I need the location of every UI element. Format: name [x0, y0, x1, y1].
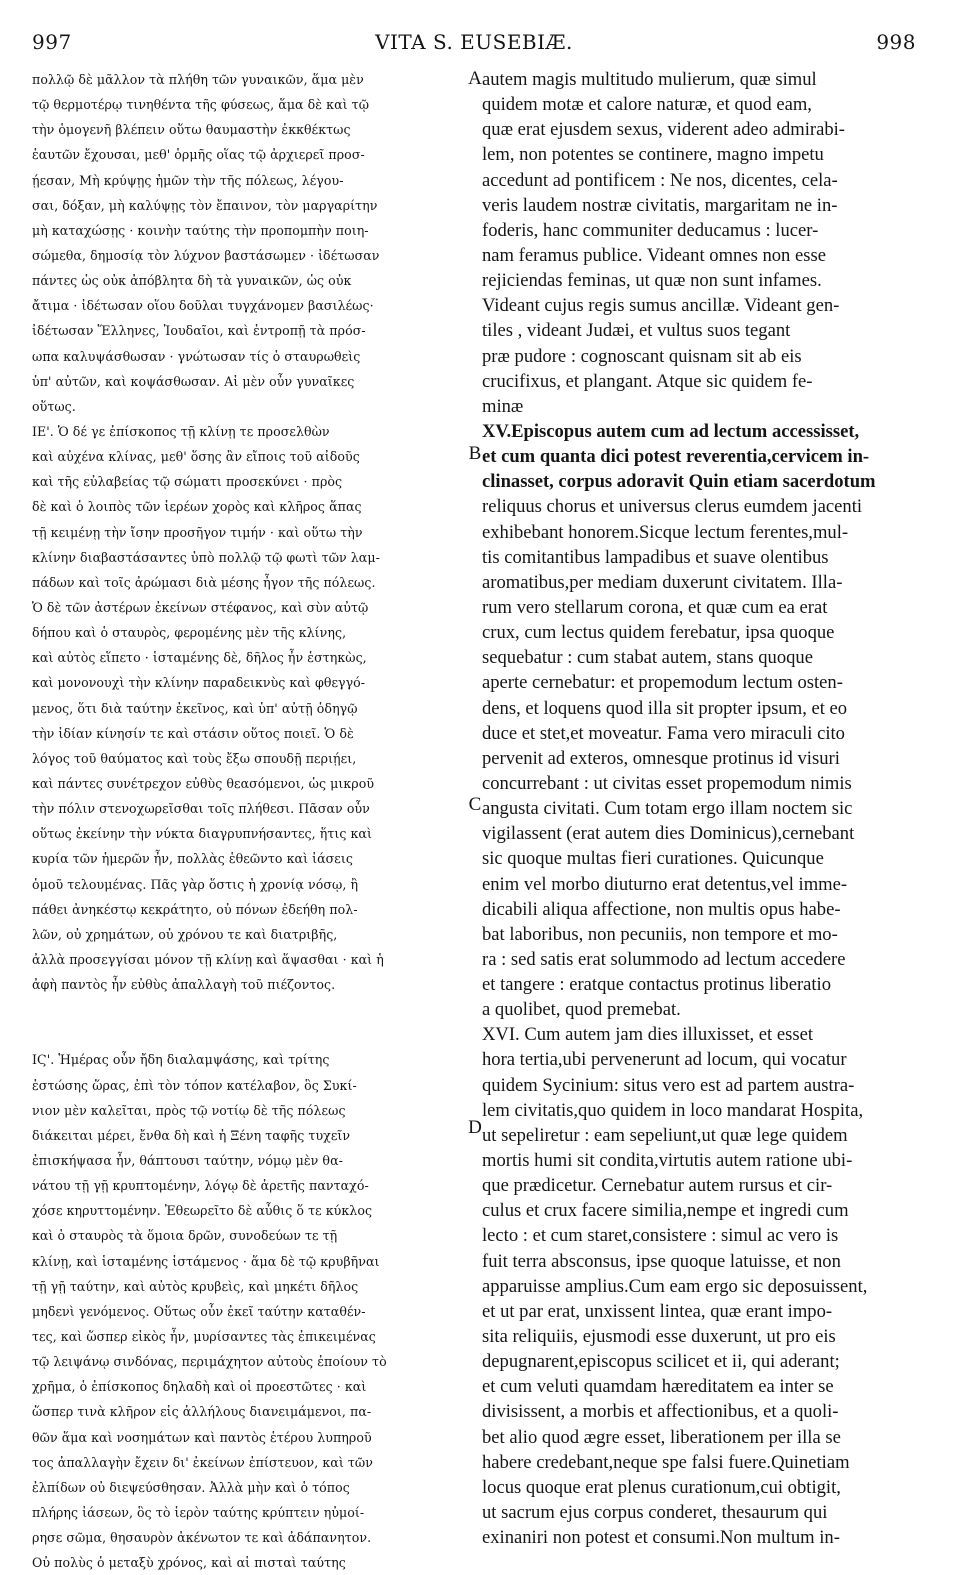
latin-text-line: culus et crux facere similia,nempe et ingredi cum: [482, 1200, 849, 1222]
latin-text-line: XV.Episcopus autem cum ad lectum accessisset,: [482, 420, 860, 442]
latin-text-line: XVI. Cum autem jam dies illuxisset, et esset: [482, 1024, 814, 1046]
greek-text-line: πάθει ἀνηκέστῳ κεκράτητο, οὐ πόνων ἐδεήθη πολ-: [32, 901, 358, 917]
running-title: VITA S. EUSEBIÆ.: [375, 30, 573, 54]
greek-text-line: κλίνην διαβαστάσαντες ὑπὸ πολλῷ τῷ φωτὶ τῶν λαμ-: [32, 549, 380, 565]
latin-text-line: mortis humi sit condita,virtutis autem ratione ubi-: [482, 1150, 853, 1172]
greek-text-line: καὶ αὐχένα κλίνας, μεθ' ὅσης ἂν εἴποις τοῦ αἰδοῦς: [32, 449, 360, 465]
greek-text-line: κυρία τῶν ἡμερῶν ἦν, πολλὰς ἑθεῶντο καὶ ἰάσεις: [32, 851, 353, 867]
latin-text-line: quidem motæ et calore naturæ, et quod eam,: [482, 94, 812, 116]
latin-text-line: foderis, hanc communiter deducamus : lucer-: [482, 219, 819, 241]
greek-text-line: νιον μὲν καλεῖται, πρὸς τῷ νοτίῳ δὲ τῆς πόλεως: [32, 1102, 346, 1118]
latin-text-line: tiles , videant Judæi, et vultus suos tegant: [482, 320, 791, 342]
greek-text-line: ἀλλὰ προσεγγίσαι μόνον τῇ κλίνῃ καὶ ἅψασθαι · καὶ ἡ: [32, 951, 384, 967]
latin-text-line: apparuisse amplius.Cum eam ergo sic deposuissent,: [482, 1275, 868, 1297]
greek-text-line: τος ἀπαλλαγὴν ἔχειν δι' ἐκείνων ἐπίστευον, καὶ τῶν: [32, 1454, 373, 1470]
latin-text-line: veris laudem nostræ civitatis, margaritam ne in-: [482, 194, 838, 216]
latin-text-line: clinasset, corpus adoravit Quin etiam sacerdotum: [482, 471, 876, 493]
latin-text-line: aperte cernebatur: et propemodum lectum osten-: [482, 672, 843, 694]
latin-text-line: ut sacrum ejus corpus conderet, thesaurum qui: [482, 1502, 828, 1524]
greek-text-line: κλίνῃ, καὶ ἱσταμένης ἱστάμενος · ἅμα δὲ τῷ κρυβῆναι: [32, 1253, 380, 1269]
greek-text-line: ἀφὴ παντὸς ἦν εὐθὺς ἀπαλλαγὴ τοῦ πιέζοντος.: [32, 977, 336, 993]
greek-text-line: πάντες ὡς οὐκ ἀπόβλητα δὴ τὰ γυναικῶν, ὡς οὐκ: [32, 273, 352, 289]
greek-text-line: ὥσπερ τινὰ κλῆρον εἰς ἀλλήλους διανειμάμενοι, πα-: [32, 1404, 372, 1420]
greek-text-line: τῷ θερμοτέρῳ τινηθέντα τῆς φύσεως, ἅμα δὲ καὶ τῷ: [32, 97, 370, 113]
greek-text-line: τῇ κειμένῃ τὴν ἴσην προσῆγον τιμήν · καὶ οὕτω τὴν: [32, 524, 363, 540]
latin-text-line: enim vel morbo diuturno erat detentus,vel imme-: [482, 873, 848, 895]
greek-text-line: χόσε κηρυττομένην. Ἐθεωρεῖτο δὲ αὖθις ὅ τε κύκλος: [32, 1203, 373, 1219]
greek-text-line: τῷ λειψάνῳ σινδόνας, περιμάχητον αὐτοὺς ἐποίουν τὸ: [32, 1354, 387, 1370]
page-number-right: 998: [876, 30, 916, 54]
latin-text-line: exinaniri non potest et consumi.Non multum in-: [482, 1527, 840, 1549]
greek-text-line: ἑστώσης ὥρας, ἐπὶ τὸν τόπον κατέλαβον, ὃς Συκί-: [32, 1077, 357, 1093]
greek-text-line: ΙΕ'. Ὁ δέ γε ἐπίσκοπος τῇ κλίνῃ τε προσελθὼν: [32, 423, 330, 439]
latin-text-line: et cum veluti quamdam hæreditatem ea inter se: [482, 1376, 834, 1398]
greek-text-line: οὕτως ἐκείνην τὴν νύκτα διαγρυπνήσαντες, ἥτις καὶ: [32, 826, 372, 842]
page-number-left: 997: [32, 30, 72, 54]
latin-text-line: duce et stet,et moveatur. Fama vero miraculi cito: [482, 722, 845, 744]
latin-text-line: fuit terra absconsus, ipse quoque latuisse, et non: [482, 1250, 841, 1272]
greek-text-line: ὑπ' αὐτῶν, καὶ κοψάσθωσαν. Αἱ μὲν οὖν γυναῖκες: [32, 373, 355, 389]
greek-text-line: καὶ τῆς εὐλαβείας τῷ σώματι προσεκύνει · πρὸς: [32, 474, 343, 490]
page-header: [32, 30, 916, 60]
greek-text-line: ὁμοῦ τελουμένας. Πᾶς γὰρ ὅστις ἡ χρονίᾳ νόσῳ, ἢ: [32, 876, 359, 892]
latin-text-line: Videant cujus regis sumus ancillæ. Videant gen-: [482, 295, 840, 317]
latin-text-line: sic quoque multas fieri curationes. Quicunque: [482, 848, 824, 870]
latin-column: [482, 67, 918, 1550]
greek-text-line: τὴν πόλιν στενοχωρεῖσθαι τοῖς πλήθεσι. Πᾶσαν οὖν: [32, 801, 370, 817]
greek-text-line: Οὐ πολὺς ὁ μεταξὺ χρόνος, καὶ αἱ πισταὶ ταύτης: [32, 1555, 346, 1571]
latin-text-line: hora tertia,ubi pervenerunt ad locum, qui vocatur: [482, 1049, 847, 1071]
greek-text-line: μενος, ὅτι διὰ ταύτην ἐκεῖνος, καὶ ὑπ' αὐτῇ ὁδηγῷ: [32, 700, 358, 716]
latin-text-line: ut sepeliretur : eam sepeliunt,ut quæ lege quidem: [482, 1124, 848, 1146]
latin-text-line: rejiciendas feminas, ut quæ non sunt infames.: [482, 270, 822, 292]
latin-text-line: nam feramus publice. Videant omnes non esse: [482, 244, 826, 266]
greek-text-line: ἐλπίδων οὐ διεψεύσθησαν. Ἀλλὰ μὴν καὶ ὁ τόπος: [32, 1479, 350, 1495]
section-marker-d: D: [468, 1117, 482, 1138]
latin-text-line: a quolibet, quod premebat.: [482, 999, 681, 1021]
latin-text-line: rum vero stellarum corona, et quæ cum ea erat: [482, 596, 828, 618]
greek-text-line: τες, καὶ ὥσπερ εἰκὸς ἦν, μυρίσαντες τὰς ἐπικειμένας: [32, 1329, 376, 1345]
latin-text-line: autem magis multitudo mulierum, quæ simul: [482, 69, 817, 90]
greek-text-line: ωπα καλυψάσθωσαν · γνώτωσαν τίς ὁ σταυρωθεὶς: [32, 348, 361, 364]
latin-text-line: quidem Sycinium: situs vero est ad partem austra-: [482, 1074, 855, 1096]
greek-text-line: οὕτως.: [32, 398, 76, 414]
latin-text-line: ra : sed satis erat solummodo ad lectum accedere: [482, 948, 846, 970]
latin-text-line: bet alio quod ægre esset, liberationem per illa se: [482, 1426, 841, 1448]
latin-text-line: reliquus chorus et universus clerus eumdem jacenti: [482, 496, 863, 518]
latin-text-line: sequebatur : cum stabat autem, stans quoque: [482, 647, 813, 669]
latin-text-line: sita reliquiis, ejusmodi esse duxerunt, ut pro eis: [482, 1326, 836, 1348]
greek-text-line: πολλῷ δὲ μᾶλλον τὰ πλήθη τῶν γυναικῶν, ἅμα μὲν: [32, 72, 364, 87]
section-marker-c: C: [468, 794, 482, 815]
greek-text-line: τῇ γῇ ταύτην, καὶ αὐτὸς κρυβεὶς, καὶ μηκέτι δῆλος: [32, 1278, 359, 1294]
latin-text-line: dicabili aliqua affectione, non multis opus habe-: [482, 898, 841, 920]
greek-text-line: ἐπισκήψασα ἦν, θάπτουσι ταύτην, νόμῳ μὲν θα-: [32, 1153, 343, 1169]
latin-text-line: divisissent, a morbis et affectionibus, et a quoli-: [482, 1401, 839, 1423]
latin-text-line: et tangere : eratque contactus protinus liberatio: [482, 974, 832, 996]
greek-text-line: τὴν ὁμογενῆ βλέπειν οὕτω θαυμαστὴν ἐκκθέκτως: [32, 122, 351, 138]
latin-text-line: et ut par erat, unxissent lintea, quæ erant impo-: [482, 1300, 833, 1322]
greek-text-line: μὴ καταχώσῃς · κοινὴν ταύτης τὴν προπομπὴν ποιη-: [32, 222, 369, 238]
greek-text-line: χρῆμα, ὁ ἐπίσκοπος δηλαδὴ καὶ οἱ προεστῶτες · καὶ: [32, 1379, 367, 1395]
greek-text-line: ἰδέτωσαν Ἕλληνες, Ἰουδαῖοι, καὶ ἐντροπῇ τὰ πρόσ-: [32, 323, 366, 339]
latin-text-line: aromatibus,per mediam duxerunt civitatem. Illa-: [482, 571, 843, 593]
greek-text-line: πάδων καὶ τοῖς ἀρώμασι διὰ μέσης ἦγον τῆς πόλεως.: [32, 574, 376, 590]
greek-text-line: ΙϚ'. Ἡμέρας οὖν ἤδη διαλαμψάσης, καὶ τρίτης: [32, 1052, 330, 1068]
greek-text-line: καὶ ὁ σταυρὸς τὰ ὅμοια δρῶν, συνοδεύων τε τῇ: [32, 1228, 338, 1244]
latin-text-line: lem civitatis,quo quidem in loco mandarat Hospita,: [482, 1099, 864, 1121]
latin-text-line: habere credebant,neque spe falsi fuere.Quinetiam: [482, 1451, 850, 1473]
latin-text-line: depugnarent,episcopus scilicet et ii, qui aderant;: [482, 1351, 840, 1373]
greek-text-line: [32, 997, 472, 1022]
latin-text-line: bat laboribus, non pecuniis, non tempore et mo-: [482, 923, 838, 945]
greek-text-line: πλήρης ἰάσεων, ὃς τὸ ἱερὸν ταύτης κρύπτειν ηὐμοί-: [32, 1505, 365, 1521]
latin-text-line: tis comitantibus lampadibus et suave olentibus: [482, 546, 829, 568]
latin-text-line: pervenit ad exteros, omnesque protinus id visuri: [482, 747, 840, 769]
greek-text-line: δήπου καὶ ὁ σταυρὸς, φερομένης μὲν τῆς κλίνης,: [32, 625, 347, 641]
greek-text-line: ἑαυτῶν ἔχουσαι, μεθ' ὁρμῆς οἵας τῷ ἀρχιερεῖ προσ-: [32, 147, 365, 163]
latin-text-line: locus quoque erat plenus curationum,cui obtigit,: [482, 1476, 841, 1498]
section-marker-a: A: [468, 68, 482, 89]
greek-text-line: ῄεσαν, Μὴ κρύψῃς ἡμῶν τὴν τῆς πόλεως, λέγου-: [32, 172, 344, 188]
latin-text-line: vigilassent (erat autem dies Dominicus),cernebant: [482, 823, 855, 845]
greek-text-line: καὶ πάντες συνέτρεχον εὐθὺς θεασόμενοι, ὡς μικροῦ: [32, 775, 375, 791]
latin-text-line: angusta civitati. Cum totam ergo illam noctem sic: [482, 798, 853, 820]
greek-text-line: σαι, δόξαν, μὴ καλύψῃς τὸν ἔπαινον, τὸν μαργαρίτην: [32, 197, 378, 213]
greek-text-line: ἄτιμα · ἰδέτωσαν οἵου δοῦλαι τυγχάνομεν βασιλέως·: [32, 298, 374, 314]
greek-text-line: νάτου τῇ γῇ κρυπτομένην, λόγῳ δὲ ἀρετῆς πανταχό-: [32, 1178, 369, 1194]
greek-text-line: θῶν ἅμα καὶ νοσημάτων καὶ παντὸς ἑτέρου λυπηροῦ: [32, 1429, 372, 1445]
latin-text-line: concurrebant : ut civitas esset propemodum nimis: [482, 772, 852, 794]
latin-text-line: que prædicetur. Cernebatur autem rursus et cir-: [482, 1175, 833, 1197]
latin-text-line: et cum quanta dici potest reverentia,cervicem in-: [482, 446, 870, 468]
greek-text-line: δὲ καὶ ὁ λοιπὸς τῶν ἱερέων χορὸς καὶ κλῆρος ἅπας: [32, 499, 362, 515]
greek-text-line: λῶν, οὐ χρημάτων, οὐ χρόνου τε καὶ διατριβῆς,: [32, 926, 338, 942]
latin-text-line: lecto : et cum staret,consistere : simul ac vero is: [482, 1225, 839, 1247]
greek-text-line: λόγος τοῦ θαύματος καὶ τοὺς ἔξω σπουδῇ περιῄει,: [32, 750, 357, 766]
latin-text-line: crux, cum lectus quidem ferebatur, ipsa quoque: [482, 622, 835, 644]
section-marker-b: B: [468, 443, 482, 464]
greek-column: [32, 67, 472, 1575]
greek-text-line: μηδενὶ γενόμενος. Οὕτως οὖν ἐκεῖ ταύτην καταθέν-: [32, 1303, 366, 1319]
greek-text-line: καὶ αὐτὸς εἵπετο · ἱσταμένης δὲ, δῆλος ἦν ἑστηκὼς,: [32, 650, 367, 666]
greek-text-line: διάκειται μέρει, ἔνθα δὴ καὶ ἡ Ξένη ταφῆς τυχεῖν: [32, 1127, 351, 1143]
greek-text-line: ρησε σῶμα, θησαυρὸν ἀκένωτον τε καὶ ἀδάπανητον.: [32, 1530, 372, 1546]
latin-text-line: crucifixus, et plangant. Atque sic quidem fe-: [482, 370, 813, 392]
greek-text-line: καὶ μονονουχὶ τὴν κλίνην παραδεικνὺς καὶ φθεγγό-: [32, 675, 366, 691]
greek-text-line: τὴν ἰδίαν κίνησίν τε καὶ στάσιν οὕτος ποιεῖ. Ὁ δὲ: [32, 725, 354, 741]
greek-text-line: σώμεθα, δημοσίᾳ τὸν λύχνον βαστάσωμεν · ἰδέτωσαν: [32, 247, 380, 263]
latin-text-line: minæ: [482, 395, 524, 417]
latin-text-line: accedunt ad pontificem : Ne nos, dicentes, cela-: [482, 169, 838, 191]
greek-text-line: Ὁ δὲ τῶν ἀστέρων ἐκείνων στέφανος, καὶ σὺν αὐτῷ: [32, 599, 369, 615]
latin-text-line: dens, et loquens quod illa sit propter ipsum, et eo: [482, 697, 848, 719]
latin-text-line: exhibebant honorem.Sicque lectum ferentes,mul-: [482, 521, 849, 543]
latin-text-line: quæ erat ejusdem sexus, viderent adeo admirabi-: [482, 119, 845, 141]
latin-text-line: præ pudore : cognoscant quisnam sit ab eis: [482, 345, 802, 367]
greek-text-line: [32, 1022, 472, 1047]
latin-text-line: lem, non potentes se continere, magno impetu: [482, 144, 824, 166]
